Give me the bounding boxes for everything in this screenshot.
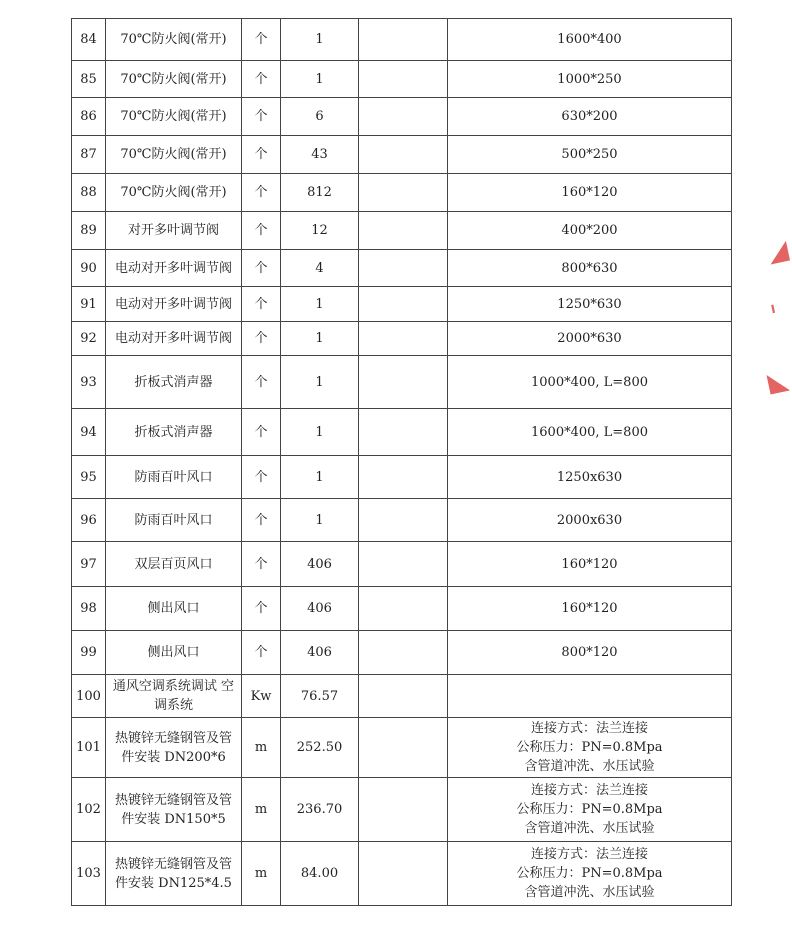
table-row [72,136,732,174]
specification-cell: 800*630 [448,250,732,287]
quantity-cell: 236.70 [281,778,359,842]
red-seal-stamp-fragment: ╻ [766,296,779,315]
specification-cell: 160*120 [448,174,732,212]
item-name-cell: 70℃防火阀(常开) [106,136,242,174]
unit-cell: 个 [242,356,281,409]
row-number-cell: 90 [72,250,106,287]
quantity-cell: 1 [281,409,359,456]
specification-cell: 2000x630 [448,499,732,542]
table-row [72,842,732,906]
table-row [72,456,732,499]
table-row [72,499,732,542]
brand-cell [359,675,448,718]
item-name-cell: 电动对开多叶调节阀 [106,250,242,287]
table-row [72,675,732,718]
specification-cell: 1600*400, L=800 [448,409,732,456]
row-number-cell: 100 [72,675,106,718]
brand-cell [359,542,448,587]
table-row [72,98,732,136]
specification-cell: 500*250 [448,136,732,174]
quantity-cell: 812 [281,174,359,212]
row-number-cell: 89 [72,212,106,250]
row-number-cell: 87 [72,136,106,174]
unit-cell: 个 [242,250,281,287]
quantity-cell: 1 [281,322,359,356]
specification-cell: 1250x630 [448,456,732,499]
brand-cell [359,718,448,778]
quantity-cell: 1 [281,356,359,409]
item-name-cell: 侧出风口 [106,587,242,631]
quantity-cell: 1 [281,499,359,542]
table-row [72,212,732,250]
unit-cell: 个 [242,61,281,98]
quantity-cell: 4 [281,250,359,287]
quantity-cell: 406 [281,542,359,587]
item-name-cell: 侧出风口 [106,631,242,675]
row-number-cell: 92 [72,322,106,356]
unit-cell: m [242,718,281,778]
item-name-cell: 双层百页风口 [106,542,242,587]
table-row [72,250,732,287]
item-name-cell: 折板式消声器 [106,356,242,409]
unit-cell: 个 [242,212,281,250]
item-name-cell: 热镀锌无缝钢管及管件安装 DN200*6 [106,718,242,778]
specification-cell: 连接方式：法兰连接 公称压力：PN=0.8Mpa 含管道冲洗、水压试验 [448,718,732,778]
brand-cell [359,409,448,456]
brand-cell [359,287,448,322]
bill-of-quantities-table [71,18,732,906]
specification-cell: 2000*630 [448,322,732,356]
specification-cell: 连接方式：法兰连接 公称压力：PN=0.8Mpa 含管道冲洗、水压试验 [448,778,732,842]
red-seal-stamp-fragment: ◣ [765,364,791,399]
row-number-cell: 95 [72,456,106,499]
specification-cell: 160*120 [448,587,732,631]
unit-cell: 个 [242,456,281,499]
quantity-cell: 6 [281,98,359,136]
table-row [72,322,732,356]
table-row [72,287,732,322]
table-row [72,409,732,456]
unit-cell: 个 [242,174,281,212]
specification-cell: 400*200 [448,212,732,250]
item-name-cell: 热镀锌无缝钢管及管件安装 DN125*4.5 [106,842,242,906]
brand-cell [359,842,448,906]
unit-cell: 个 [242,631,281,675]
brand-cell [359,174,448,212]
unit-cell: 个 [242,98,281,136]
quantity-cell: 406 [281,631,359,675]
table-row [72,778,732,842]
row-number-cell: 97 [72,542,106,587]
quantity-cell: 12 [281,212,359,250]
row-number-cell: 102 [72,778,106,842]
table-body [72,19,732,906]
item-name-cell: 防雨百叶风口 [106,499,242,542]
unit-cell: 个 [242,542,281,587]
item-name-cell: 折板式消声器 [106,409,242,456]
specification-cell: 1000*250 [448,61,732,98]
table-row [72,631,732,675]
quantity-cell: 76.57 [281,675,359,718]
unit-cell: 个 [242,136,281,174]
unit-cell: m [242,842,281,906]
unit-cell: Kw [242,675,281,718]
row-number-cell: 93 [72,356,106,409]
item-name-cell: 热镀锌无缝钢管及管件安装 DN150*5 [106,778,242,842]
item-name-cell: 70℃防火阀(常开) [106,98,242,136]
row-number-cell: 88 [72,174,106,212]
table-row [72,174,732,212]
specification-cell: 160*120 [448,542,732,587]
brand-cell [359,356,448,409]
specification-cell: 630*200 [448,98,732,136]
item-name-cell: 电动对开多叶调节阀 [106,287,242,322]
unit-cell: 个 [242,322,281,356]
unit-cell: m [242,778,281,842]
brand-cell [359,98,448,136]
unit-cell: 个 [242,499,281,542]
table-row [72,718,732,778]
brand-cell [359,322,448,356]
table-row [72,542,732,587]
table-row [72,587,732,631]
quantity-cell: 1 [281,287,359,322]
row-number-cell: 91 [72,287,106,322]
table-row [72,61,732,98]
specification-cell: 1000*400, L=800 [448,356,732,409]
specification-cell: 1250*630 [448,287,732,322]
row-number-cell: 84 [72,19,106,61]
row-number-cell: 103 [72,842,106,906]
quantity-cell: 1 [281,19,359,61]
quantity-cell: 406 [281,587,359,631]
brand-cell [359,212,448,250]
brand-cell [359,631,448,675]
row-number-cell: 94 [72,409,106,456]
specification-cell: 1600*400 [448,19,732,61]
specification-cell [448,675,732,718]
brand-cell [359,587,448,631]
item-name-cell: 防雨百叶风口 [106,456,242,499]
row-number-cell: 96 [72,499,106,542]
item-name-cell: 70℃防火阀(常开) [106,174,242,212]
quantity-cell: 43 [281,136,359,174]
item-name-cell: 70℃防火阀(常开) [106,61,242,98]
table-row [72,356,732,409]
quantity-cell: 84.00 [281,842,359,906]
row-number-cell: 99 [72,631,106,675]
unit-cell: 个 [242,587,281,631]
brand-cell [359,456,448,499]
brand-cell [359,499,448,542]
brand-cell [359,61,448,98]
specification-cell: 连接方式：法兰连接 公称压力：PN=0.8Mpa 含管道冲洗、水压试验 [448,842,732,906]
row-number-cell: 101 [72,718,106,778]
specification-cell: 800*120 [448,631,732,675]
brand-cell [359,778,448,842]
item-name-cell: 对开多叶调节阀 [106,212,242,250]
brand-cell [359,136,448,174]
row-number-cell: 86 [72,98,106,136]
item-name-cell: 通风空调系统调试 空调系统 [106,675,242,718]
quantity-cell: 252.50 [281,718,359,778]
unit-cell: 个 [242,19,281,61]
brand-cell [359,19,448,61]
brand-cell [359,250,448,287]
red-seal-stamp-fragment: ◢ [765,234,791,269]
quantity-cell: 1 [281,61,359,98]
item-name-cell: 70℃防火阀(常开) [106,19,242,61]
row-number-cell: 98 [72,587,106,631]
row-number-cell: 85 [72,61,106,98]
unit-cell: 个 [242,409,281,456]
table-row [72,19,732,61]
item-name-cell: 电动对开多叶调节阀 [106,322,242,356]
quantity-cell: 1 [281,456,359,499]
unit-cell: 个 [242,287,281,322]
